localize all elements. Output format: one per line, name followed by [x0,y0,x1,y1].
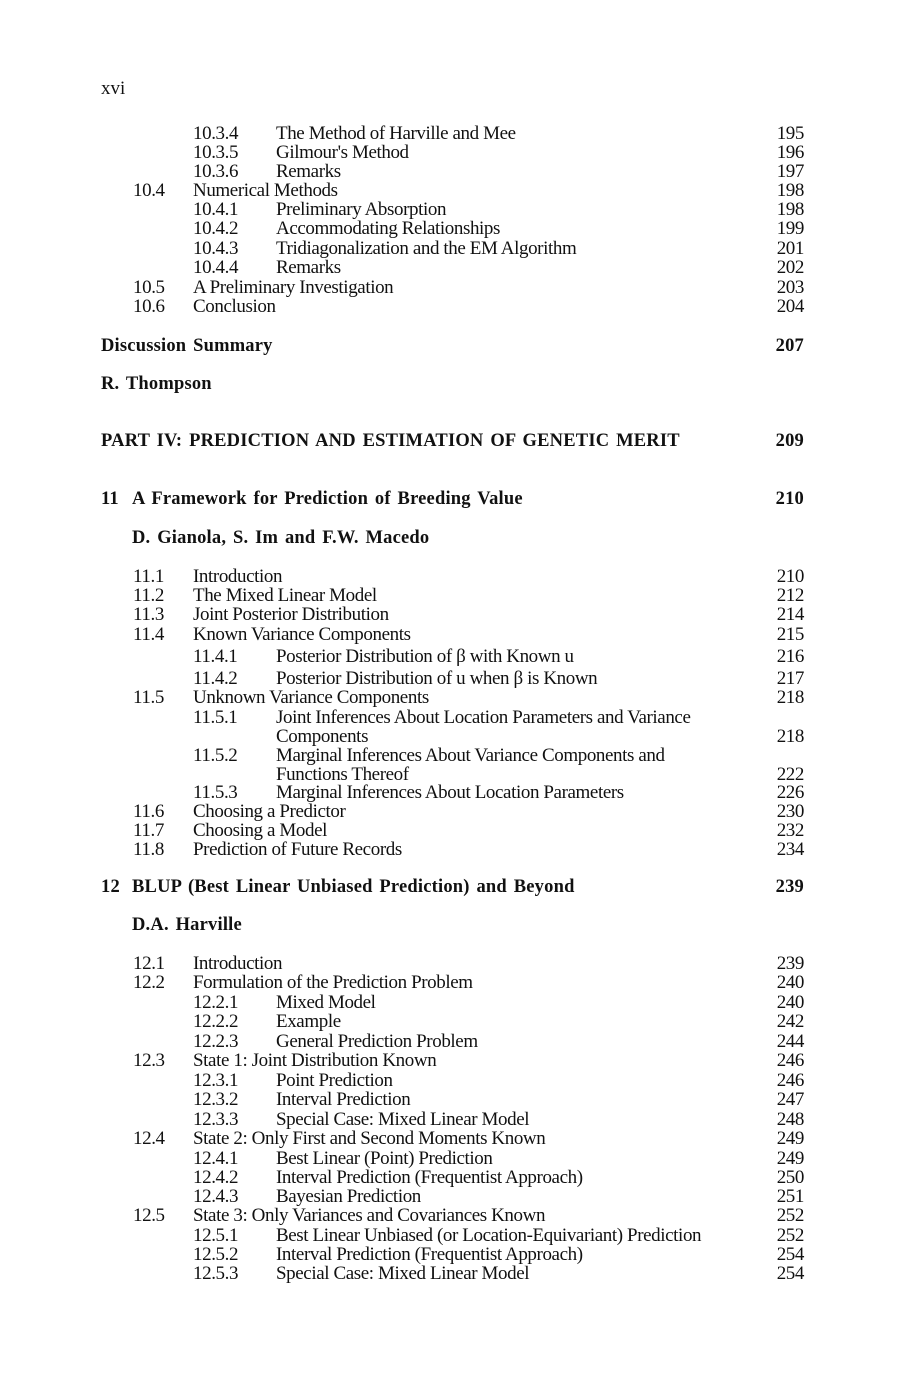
entry-number: 11.8 [133,839,164,860]
entry-number: 11.1 [133,566,164,587]
entry-number: 11.5 [133,687,164,708]
entry-title: PART IV: PREDICTION AND ESTIMATION OF GENETIC MERIT [101,431,680,451]
toc-entry [0,336,804,356]
entry-title: General Prediction Problem [276,1031,478,1052]
toc-entry [0,973,804,993]
entry-page-number: 240 [776,972,804,993]
entry-page-number: 204 [776,296,804,317]
toc-entry [0,181,804,201]
entry-number: 12.3 [133,1050,165,1071]
entry-page-number: 207 [775,336,804,356]
entry-number: 12.1 [133,953,165,974]
entry-page-number: 196 [776,142,804,163]
toc-entry [0,745,804,785]
entry-title: Special Case: Mixed Linear Model [276,1109,530,1130]
entry-page-number: 230 [776,801,804,822]
entry-page-number: 226 [776,782,804,803]
entry-number: 11.5.3 [193,782,238,803]
toc-entry [0,586,804,606]
toc-entry [0,219,804,239]
entry-page-number: 209 [775,431,804,451]
entry-page-number: 247 [776,1089,804,1110]
entry-number: 11.2 [133,585,164,606]
entry-number: 10.4.1 [193,199,239,220]
entry-title: Numerical Methods [193,180,338,201]
entry-number: 10.3.5 [193,142,239,163]
entry-title: Remarks [276,161,341,182]
entry-page-number: 214 [776,604,804,625]
entry-number: 12.4.3 [193,1186,239,1207]
toc-entry [0,1187,804,1207]
toc-entry [0,783,804,803]
entry-title: State 2: Only First and Second Moments Known [193,1128,546,1149]
entry-title: A Framework for Prediction of Breeding Value [132,489,523,509]
entry-title: The Mixed Linear Model [193,585,377,606]
entry-page-number: 203 [776,277,804,298]
toc-entry [0,802,804,822]
entry-title: Marginal Inferences About Location Parameters [276,782,624,803]
entry-title: Bayesian Prediction [276,1186,421,1207]
entry-title-continuation: Components [276,726,369,747]
entry-number: 10.6 [133,296,165,317]
entry-page-number: 197 [776,161,804,182]
entry-title: Joint Posterior Distribution [193,604,389,625]
entry-page-number: 254 [776,1244,804,1265]
entry-number: 12.3.2 [193,1089,239,1110]
entry-number: 10.4.3 [193,238,239,259]
entry-page-number: 240 [776,992,804,1013]
entry-page-number: 212 [776,585,804,606]
entry-number: 10.3.4 [193,123,239,144]
entry-page-number: 202 [776,257,804,278]
entry-page-number: 249 [776,1128,804,1149]
entry-number: 12.5.3 [193,1263,239,1284]
entry-number: 12.3.1 [193,1070,239,1091]
entry-title: Conclusion [193,296,276,317]
entry-number: 12.4.1 [193,1148,239,1169]
entry-page-number: 239 [776,953,804,974]
entry-number: 11.4.2 [193,668,238,689]
toc-entry [0,258,804,278]
toc-entry [0,1110,804,1130]
entry-title: Gilmour's Method [276,142,409,163]
entry-page-number: 232 [776,820,804,841]
entry-number: 11.7 [133,820,164,841]
toc-entry [0,567,804,587]
toc-entry [0,374,804,394]
toc-entry [0,669,804,689]
toc-entry [0,431,804,451]
entry-page-number: 246 [776,1070,804,1091]
entry-title: Introduction [193,953,283,974]
toc-entry [0,528,804,548]
entry-page-number: 246 [776,1050,804,1071]
entry-page-number: 198 [776,199,804,220]
entry-page-number: 210 [775,489,804,509]
entry-title: Choosing a Model [193,820,327,841]
entry-number: 12.4 [133,1128,165,1149]
entry-page-number: 210 [776,566,804,587]
entry-title: Formulation of the Prediction Problem [193,972,473,993]
entry-number: 11.6 [133,801,164,822]
entry-page-number: 217 [776,668,804,689]
entry-number: 12 [101,877,120,897]
entry-title: Preliminary Absorption [276,199,447,220]
entry-title: Tridiagonalization and the EM Algorithm [276,238,577,259]
entry-page-number: 215 [776,624,804,645]
toc-entry [0,1012,804,1032]
entry-number: 12.5 [133,1205,165,1226]
toc-entry [0,1129,804,1149]
entry-title: Remarks [276,257,341,278]
toc-entry [0,162,804,182]
toc-entry [0,1071,804,1091]
entry-page-number: 218 [776,726,804,747]
toc-entry [0,605,804,625]
entry-title: R. Thompson [101,374,212,394]
entry-number: 12.4.2 [193,1167,239,1188]
entry-number: 12.2.2 [193,1011,239,1032]
toc-entry [0,821,804,841]
entry-title: A Preliminary Investigation [193,277,394,298]
entry-title: Marginal Inferences About Variance Components and [276,745,665,766]
entry-page-number: 222 [776,764,804,785]
entry-page-number: 254 [776,1263,804,1284]
entry-number: 11.5.1 [193,707,238,728]
entry-page-number: 248 [776,1109,804,1130]
toc-entry [0,143,804,163]
toc-entry [0,1245,804,1265]
entry-title: Interval Prediction (Frequentist Approach) [276,1244,583,1265]
entry-number: 10.4.4 [193,257,239,278]
entry-number: 11.5.2 [193,745,238,766]
toc-entry [0,1168,804,1188]
entry-title: D. Gianola, S. Im and F.W. Macedo [132,528,430,548]
entry-title: D.A. Harville [132,915,242,935]
entry-title: Accommodating Relationships [276,218,501,239]
entry-title: The Method of Harville and Mee [276,123,516,144]
entry-number: 12.2.1 [193,992,239,1013]
entry-number: 11 [101,489,119,509]
entry-page-number: 250 [776,1167,804,1188]
entry-title-continuation: Functions Thereof [276,764,409,785]
toc-entry [0,1226,804,1246]
toc-entry [0,1032,804,1052]
toc-entry [0,239,804,259]
entry-page-number: 244 [776,1031,804,1052]
entry-page-number: 198 [776,180,804,201]
toc-entry [0,625,804,645]
entry-number: 12.2.3 [193,1031,239,1052]
entry-page-number: 239 [775,877,804,897]
entry-page-number: 252 [776,1205,804,1226]
toc-entry [0,1051,804,1071]
entry-title: State 3: Only Variances and Covariances Known [193,1205,546,1226]
entry-title: Best Linear (Point) Prediction [276,1148,493,1169]
entry-title: Mixed Model [276,992,376,1013]
entry-number: 10.5 [133,277,165,298]
toc-entry [0,915,804,935]
entry-number: 11.4 [133,624,164,645]
entry-page-number: 251 [776,1186,804,1207]
entry-title: Prediction of Future Records [193,839,402,860]
page-number: xvi [101,78,126,99]
entry-title: Known Variance Components [193,624,411,645]
toc-entry [0,993,804,1013]
entry-page-number: 201 [776,238,804,259]
entry-title: Point Prediction [276,1070,393,1091]
entry-title: Best Linear Unbiased (or Location-Equivariant) Prediction [276,1225,702,1246]
toc-entry [0,297,804,317]
toc-entry [0,200,804,220]
entry-title: Joint Inferences About Location Parameters and Variance [276,707,691,728]
entry-title: Example [276,1011,341,1032]
toc-entry [0,688,804,708]
entry-title: Introduction [193,566,283,587]
entry-page-number: 195 [776,123,804,144]
entry-title: Special Case: Mixed Linear Model [276,1263,530,1284]
entry-number: 11.4.1 [193,646,238,667]
toc-entry [0,647,804,667]
toc-entry [0,877,804,897]
toc-entry [0,707,804,747]
entry-page-number: 199 [776,218,804,239]
toc-entry [0,840,804,860]
toc-entry [0,954,804,974]
entry-title: BLUP (Best Linear Unbiased Prediction) and Beyond [132,877,575,897]
entry-page-number: 218 [776,687,804,708]
entry-title: Interval Prediction [276,1089,411,1110]
toc-entry [0,124,804,144]
entry-title: Choosing a Predictor [193,801,346,822]
entry-number: 11.3 [133,604,164,625]
toc-entry [0,278,804,298]
entry-title: Unknown Variance Components [193,687,429,708]
entry-page-number: 242 [776,1011,804,1032]
toc-entry [0,1149,804,1169]
entry-number: 12.2 [133,972,165,993]
entry-number: 10.3.6 [193,161,239,182]
entry-title: Interval Prediction (Frequentist Approach) [276,1167,583,1188]
toc-entry [0,1206,804,1226]
entry-number: 12.5.2 [193,1244,239,1265]
entry-page-number: 234 [776,839,804,860]
toc-entry [0,1090,804,1110]
entry-number: 12.5.1 [193,1225,239,1246]
entry-title: State 1: Joint Distribution Known [193,1050,437,1071]
toc-entry [0,1264,804,1284]
entry-title: Posterior Distribution of β with Known u [276,646,574,667]
entry-page-number: 249 [776,1148,804,1169]
entry-page-number: 216 [776,646,804,667]
entry-number: 10.4.2 [193,218,239,239]
entry-number: 10.4 [133,180,165,201]
toc-entry [0,489,804,509]
entry-page-number: 252 [776,1225,804,1246]
entry-title: Discussion Summary [101,336,273,356]
entry-title: Posterior Distribution of u when β is Known [276,668,598,689]
entry-number: 12.3.3 [193,1109,239,1130]
